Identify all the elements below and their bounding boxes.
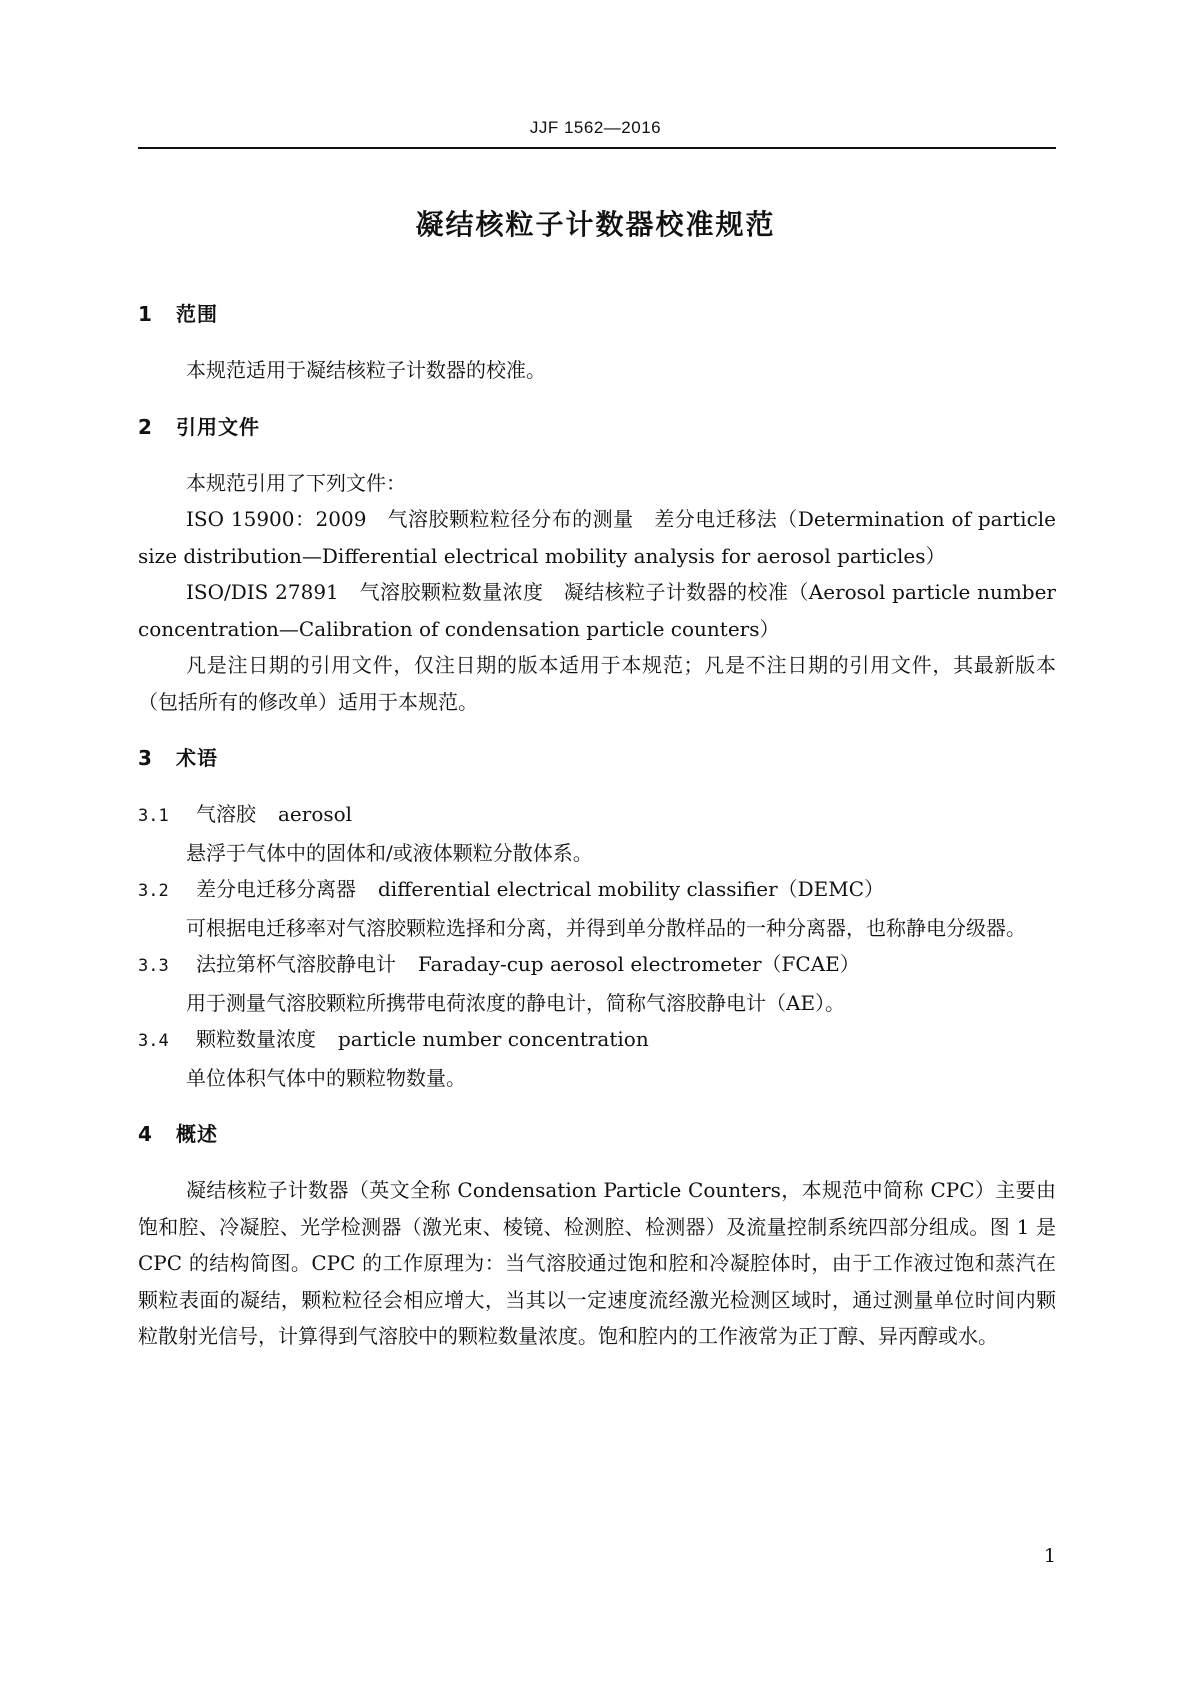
section-title: 范围 — [176, 302, 218, 326]
document-body — [138, 290, 1056, 1355]
paragraph: 凡是注日期的引用文件，仅注日期的版本适用于本规范；凡是不注日期的引用文件，其最新版本（包括所有的修改单）适用于本规范。 — [138, 653, 1056, 714]
term-entry — [138, 796, 1056, 871]
term-entry — [138, 946, 1056, 1021]
standard-code: JJF 1562—2016 — [529, 118, 662, 137]
section-title: 引用文件 — [176, 414, 260, 439]
section-title: 概述 — [176, 1122, 218, 1146]
section-3-heading — [138, 734, 1056, 782]
document-title: 凝结核粒子计数器校准规范 — [415, 208, 776, 241]
section-2-heading — [138, 403, 1056, 451]
header-divider — [138, 147, 1056, 149]
paragraph: 凝结核粒子计数器（英文全称 Condensation Particle Counters，本规范中简称 CPC）主要由饱和腔、冷凝腔、光学检测器（激光束、棱镜、检测腔、检测器）及流量控制系统四部分组成。图 1 是 CPC 的结构简图。CPC 的工作原理为：当气溶胶通过饱和腔和冷凝腔体时，由于工作液过饱和蒸汽在颗粒表面的凝结，颗粒粒径会相应增大，当其以一定速度流经激光检测区域时，通过测量单位时间内颗粒散射光信号，计算得到气溶胶中的颗粒数量浓度。饱和腔内的工作液常为正丁醇、异丙醇或水。 — [138, 1178, 1056, 1348]
section-number: 2 — [138, 414, 153, 439]
term-line — [138, 871, 1056, 910]
term-number: 3.1 — [138, 806, 169, 826]
section-number: 1 — [138, 302, 153, 326]
term-zh: 差分电迁移分离器 — [196, 877, 356, 901]
reference-item: ISO/DIS 27891 气溶胶颗粒数量浓度 凝结核粒子计数器的校准（Aerosol particle number concentration—Calibration of condensation particle counters） — [138, 580, 1056, 641]
term-en: Faraday-cup aerosol electrometer（FCAE） — [418, 952, 860, 976]
term-line — [138, 1021, 1056, 1060]
term-definition: 单位体积气体中的颗粒物数量。 — [186, 1065, 466, 1090]
term-zh: 气溶胶 — [196, 802, 256, 826]
section-4-heading — [138, 1110, 1056, 1158]
term-definition: 可根据电迁移率对气溶胶颗粒选择和分离，并得到单分散样品的一种分离器，也称静电分级器。 — [186, 915, 1026, 940]
term-zh: 颗粒数量浓度 — [196, 1027, 316, 1051]
section-1-heading — [138, 290, 1056, 338]
term-en: aerosol — [278, 802, 353, 826]
reference-item: ISO 15900：2009 气溶胶颗粒粒径分布的测量 差分电迁移法（Determination of particle size distribution—Differential electrical mobility analysis for aerosol particles） — [138, 507, 1056, 568]
section-number: 4 — [138, 1122, 153, 1146]
term-definition: 悬浮于气体中的固体和/或液体颗粒分散体系。 — [186, 840, 593, 865]
term-line — [138, 946, 1056, 985]
term-definition: 用于测量气溶胶颗粒所携带电荷浓度的静电计，简称气溶胶静电计（AE）。 — [186, 990, 846, 1015]
section-number: 3 — [138, 746, 153, 770]
term-entry — [138, 1021, 1056, 1096]
paragraph: 本规范适用于凝结核粒子计数器的校准。 — [186, 358, 546, 382]
term-en: differential electrical mobility classifier（DEMC） — [378, 877, 885, 901]
term-entry — [138, 871, 1056, 946]
section-title: 术语 — [176, 746, 218, 770]
term-line — [138, 796, 1056, 835]
page-number: 1 — [1043, 1545, 1056, 1567]
term-zh: 法拉第杯气溶胶静电计 — [196, 952, 396, 976]
term-number: 3.4 — [138, 1031, 169, 1051]
term-number: 3.2 — [138, 881, 169, 901]
term-number: 3.3 — [138, 956, 169, 976]
term-en: particle number concentration — [338, 1027, 649, 1051]
paragraph: 本规范引用了下列文件： — [186, 470, 406, 495]
